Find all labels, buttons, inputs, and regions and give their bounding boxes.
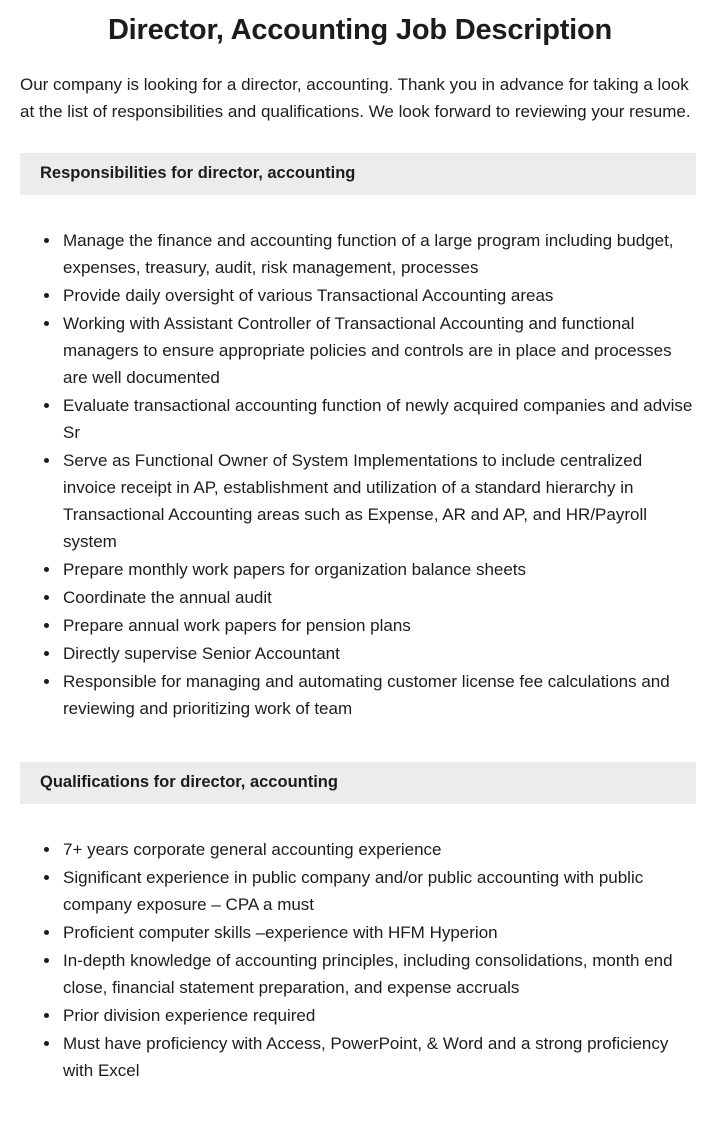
intro-paragraph: Our company is looking for a director, accounting. Thank you in advance for taking a look at the list of responsibilities and qualifications. We look forward to reviewing your resume. bbox=[20, 75, 691, 121]
responsibility-item: • Coordinate the annual audit bbox=[61, 584, 696, 611]
responsibility-item: • Manage the finance and accounting function of a large program including budget, expenses, treasury, audit, risk management, processes bbox=[61, 227, 696, 281]
qualification-item: • Must have proficiency with Access, PowerPoint, & Word and a strong proficiency with Excel bbox=[61, 1030, 696, 1084]
responsibility-item: • Evaluate transactional accounting function of newly acquired companies and advise Sr bbox=[61, 392, 696, 446]
page-title: Director, Accounting Job Description bbox=[107, 14, 613, 46]
responsibility-item: • Prepare annual work papers for pension plans bbox=[61, 612, 696, 639]
qualifications-heading: Qualifications for director, accounting bbox=[40, 773, 338, 791]
responsibilities-heading: Responsibilities for director, accounting bbox=[40, 164, 356, 182]
qualification-item: • Significant experience in public company and/or public accounting with public company exposure – CPA a must bbox=[61, 864, 696, 918]
responsibilities-section-header bbox=[20, 153, 696, 195]
qualifications-section-header bbox=[20, 762, 696, 804]
responsibilities-list bbox=[20, 227, 696, 722]
responsibility-item: • Directly supervise Senior Accountant bbox=[61, 640, 696, 667]
responsibility-item: • Responsible for managing and automating customer license fee calculations and reviewing and prioritizing work of team bbox=[61, 668, 696, 722]
qualification-item: • Proficient computer skills –experience with HFM Hyperion bbox=[61, 919, 696, 946]
responsibility-item: • Prepare monthly work papers for organization balance sheets bbox=[61, 556, 696, 583]
qualifications-list bbox=[20, 836, 696, 1084]
responsibility-item: • Serve as Functional Owner of System Implementations to include centralized invoice receipt in AP, establishment and utilization of a standard hierarchy in Transactional Accounting areas such as Expense, AR and AP, and HR/Payroll system bbox=[61, 447, 696, 555]
qualification-item: • In-depth knowledge of accounting principles, including consolidations, month end close, financial statement preparation, and expense accruals bbox=[61, 947, 696, 1001]
responsibility-item: • Provide daily oversight of various Transactional Accounting areas bbox=[61, 282, 696, 309]
qualification-item: • 7+ years corporate general accounting experience bbox=[61, 836, 696, 863]
responsibility-item: • Working with Assistant Controller of Transactional Accounting and functional managers to ensure appropriate policies and controls are in place and processes are well documented bbox=[61, 310, 696, 391]
qualification-item: • Prior division experience required bbox=[61, 1002, 696, 1029]
